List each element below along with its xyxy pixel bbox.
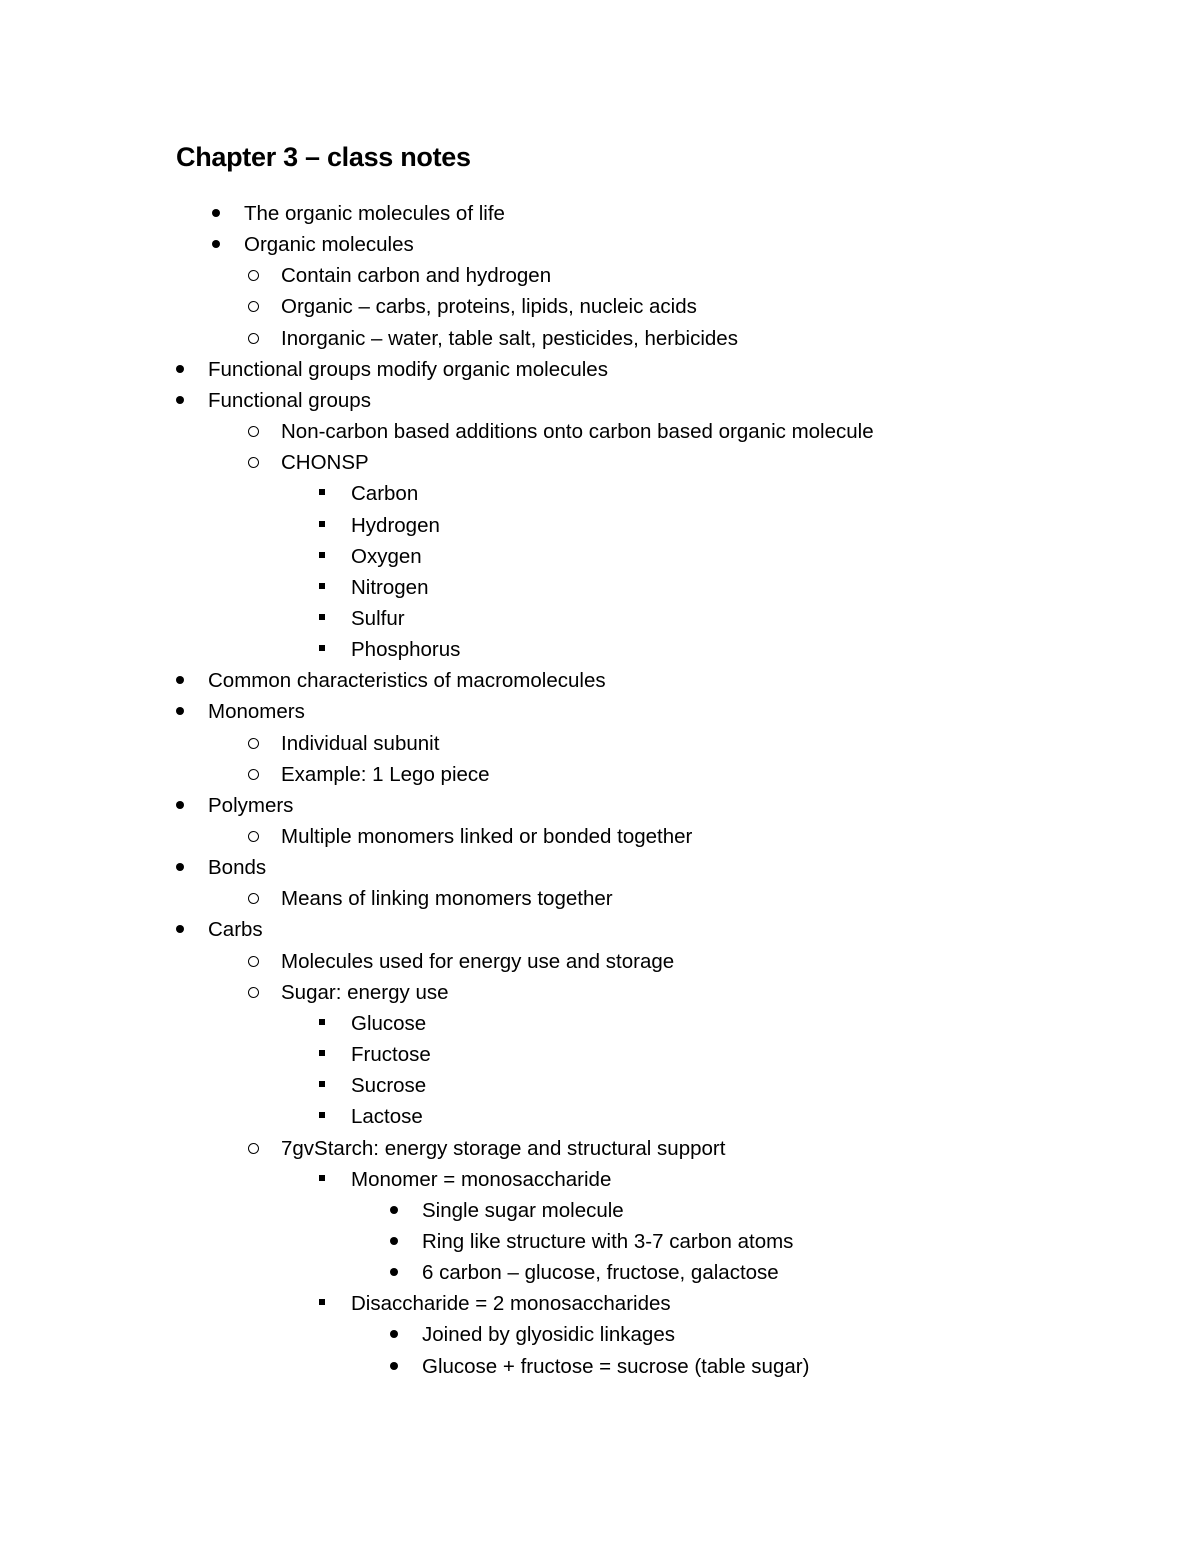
list-item bbox=[316, 1039, 1200, 1070]
bullet-square-icon bbox=[316, 1288, 336, 1319]
list-item bbox=[387, 1351, 1200, 1382]
bullet-disc-icon bbox=[173, 354, 193, 385]
bullet-disc-icon bbox=[173, 665, 193, 696]
bullet-square-icon bbox=[316, 1070, 336, 1101]
bullet-circle-icon bbox=[246, 728, 266, 759]
bullet-disc-icon bbox=[387, 1195, 407, 1226]
list-item bbox=[316, 478, 1200, 509]
list-item bbox=[316, 1070, 1200, 1101]
list-item-text: Multiple monomers linked or bonded together bbox=[281, 825, 693, 848]
bullet-square-icon bbox=[316, 1101, 336, 1132]
bullet-circle-icon bbox=[246, 946, 266, 977]
bullet-disc-icon bbox=[173, 385, 193, 416]
bullet-square-icon bbox=[316, 572, 336, 603]
list-item-text: Functional groups bbox=[208, 389, 371, 412]
list-item bbox=[209, 229, 1109, 260]
bullet-circle-icon bbox=[246, 323, 266, 354]
list-item bbox=[316, 572, 1200, 603]
list-item bbox=[246, 883, 1146, 914]
list-item bbox=[316, 1008, 1200, 1039]
list-item-text: Common characteristics of macromolecules bbox=[208, 669, 606, 692]
list-item-text: Non-carbon based additions onto carbon based organic molecule bbox=[281, 420, 874, 443]
bullet-disc-icon bbox=[387, 1226, 407, 1257]
list-item-text: Sugar: energy use bbox=[281, 981, 449, 1004]
list-item bbox=[246, 759, 1146, 790]
list-item bbox=[316, 1288, 1200, 1319]
list-item bbox=[246, 416, 1146, 447]
list-item-text: Polymers bbox=[208, 794, 294, 817]
list-item-text: Carbs bbox=[208, 918, 263, 941]
list-item-text: Ring like structure with 3-7 carbon atoms bbox=[422, 1230, 794, 1253]
bullet-disc-icon bbox=[387, 1351, 407, 1382]
bullet-circle-icon bbox=[246, 977, 266, 1008]
list-item-text: Organic – carbs, proteins, lipids, nucleic acids bbox=[281, 295, 697, 318]
list-item bbox=[173, 696, 1073, 727]
list-item bbox=[387, 1226, 1200, 1257]
list-item-text: Nitrogen bbox=[351, 576, 429, 599]
bullet-circle-icon bbox=[246, 759, 266, 790]
list-item-text: Hydrogen bbox=[351, 514, 440, 537]
list-item-text: 6 carbon – glucose, fructose, galactose bbox=[422, 1261, 779, 1284]
list-item-text: 7gvStarch: energy storage and structural support bbox=[281, 1137, 726, 1160]
bullet-square-icon bbox=[316, 1039, 336, 1070]
bullet-circle-icon bbox=[246, 291, 266, 322]
list-item bbox=[246, 291, 1146, 322]
list-item-text: Means of linking monomers together bbox=[281, 887, 613, 910]
list-item bbox=[246, 821, 1146, 852]
bullet-circle-icon bbox=[246, 883, 266, 914]
page-title: Chapter 3 – class notes bbox=[176, 142, 471, 172]
list-item bbox=[246, 260, 1146, 291]
bullet-disc-icon bbox=[173, 696, 193, 727]
list-item-text: Bonds bbox=[208, 856, 267, 879]
list-item bbox=[246, 1133, 1146, 1164]
list-item-text: Example: 1 Lego piece bbox=[281, 763, 490, 786]
list-item bbox=[173, 385, 1073, 416]
list-item bbox=[246, 447, 1146, 478]
list-item bbox=[387, 1319, 1200, 1350]
list-item bbox=[316, 1101, 1200, 1132]
list-item-text: Single sugar molecule bbox=[422, 1199, 624, 1222]
list-item bbox=[209, 198, 1109, 229]
list-item-text: CHONSP bbox=[281, 451, 369, 474]
list-item bbox=[316, 541, 1200, 572]
list-item-text: Disaccharide = 2 monosaccharides bbox=[351, 1292, 671, 1315]
bullet-square-icon bbox=[316, 1164, 336, 1195]
list-item-text: Glucose + fructose = sucrose (table sugar) bbox=[422, 1355, 810, 1378]
list-item-text: Carbon bbox=[351, 482, 419, 505]
list-item bbox=[246, 728, 1146, 759]
bullet-circle-icon bbox=[246, 447, 266, 478]
list-item bbox=[246, 946, 1146, 977]
list-item bbox=[316, 510, 1200, 541]
list-item-text: Monomers bbox=[208, 700, 305, 723]
list-item-text: Glucose bbox=[351, 1012, 427, 1035]
bullet-circle-icon bbox=[246, 260, 266, 291]
list-item-text: Organic molecules bbox=[244, 233, 414, 256]
list-item-text: Molecules used for energy use and storage bbox=[281, 950, 675, 973]
bullet-disc-icon bbox=[387, 1319, 407, 1350]
list-item-text: Joined by glyosidic linkages bbox=[422, 1323, 675, 1346]
list-item-text: Monomer = monosaccharide bbox=[351, 1168, 612, 1191]
list-item bbox=[173, 790, 1073, 821]
bullet-disc-icon bbox=[209, 198, 229, 229]
bullet-disc-icon bbox=[173, 914, 193, 945]
list-item bbox=[316, 1164, 1200, 1195]
bullet-disc-icon bbox=[173, 790, 193, 821]
list-item-text: Phosphorus bbox=[351, 638, 461, 661]
bullet-disc-icon bbox=[387, 1257, 407, 1288]
list-item-text: Functional groups modify organic molecules bbox=[208, 358, 608, 381]
bullet-square-icon bbox=[316, 634, 336, 665]
list-item bbox=[173, 914, 1073, 945]
list-item bbox=[246, 977, 1146, 1008]
bullet-circle-icon bbox=[246, 416, 266, 447]
list-item bbox=[173, 665, 1073, 696]
list-item bbox=[173, 852, 1073, 883]
bullet-square-icon bbox=[316, 541, 336, 572]
bullet-circle-icon bbox=[246, 1133, 266, 1164]
list-item bbox=[387, 1257, 1200, 1288]
list-item bbox=[387, 1195, 1200, 1226]
list-item bbox=[316, 634, 1200, 665]
list-item-text: Inorganic – water, table salt, pesticides, herbicides bbox=[281, 327, 738, 350]
bullet-square-icon bbox=[316, 1008, 336, 1039]
list-item-text: Sulfur bbox=[351, 607, 405, 630]
list-item-text: Sucrose bbox=[351, 1074, 427, 1097]
list-item-text: The organic molecules of life bbox=[244, 202, 505, 225]
bullet-circle-icon bbox=[246, 821, 266, 852]
bullet-disc-icon bbox=[173, 852, 193, 883]
list-item-text: Lactose bbox=[351, 1105, 423, 1128]
list-item-text: Individual subunit bbox=[281, 732, 440, 755]
list-item bbox=[316, 603, 1200, 634]
list-item bbox=[246, 323, 1146, 354]
bullet-square-icon bbox=[316, 478, 336, 509]
list-item-text: Contain carbon and hydrogen bbox=[281, 264, 552, 287]
list-item-text: Fructose bbox=[351, 1043, 431, 1066]
bullet-square-icon bbox=[316, 603, 336, 634]
bullet-square-icon bbox=[316, 510, 336, 541]
list-item bbox=[173, 354, 1073, 385]
bullet-disc-icon bbox=[209, 229, 229, 260]
list-item-text: Oxygen bbox=[351, 545, 422, 568]
